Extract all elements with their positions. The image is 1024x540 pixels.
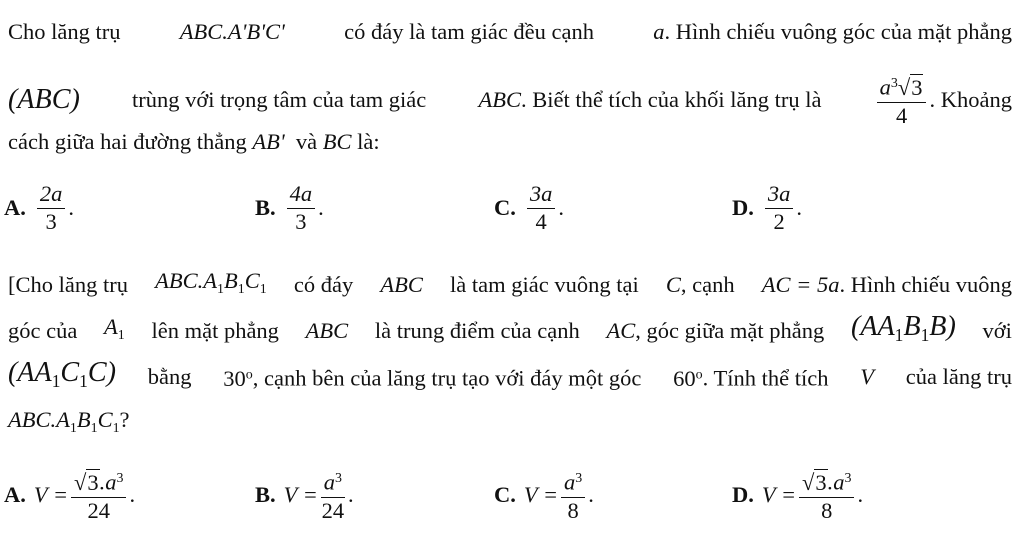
q2-edge-ac: AC (606, 318, 636, 344)
q2-plane-aa1c1c: $(AA_1C_1C)$ (8, 357, 116, 392)
q1-text-7: và (295, 129, 318, 154)
q2-triangle-abc: ABC (380, 272, 423, 298)
q2-text-8: của lăng trụ (905, 364, 1012, 390)
q1-option-b[interactable]: B. $\frac{4a}{3}$ . (255, 181, 324, 234)
q1-text-8: là: (357, 129, 380, 154)
q2-text-3: góc của (8, 318, 78, 344)
q2-text-5: là trung điểm của cạnh (374, 318, 580, 344)
q1-line-2 (8, 72, 1012, 128)
q1-text-4: . Biết thể tích của khối lăng trụ là (520, 86, 822, 112)
q2-text-4: lên mặt phẳng (151, 318, 279, 344)
q1-option-c[interactable]: C. $\frac{3a}{4}$ . (494, 181, 564, 234)
q2-prism-name: $ABC.A_1B_1C_1$ (155, 268, 267, 297)
q2-text-2: là tam giác vuông tại (450, 272, 639, 298)
q1-option-a[interactable]: A. $\frac{2a}{3}$ . (4, 181, 74, 234)
q1-text-5: . Khoảng (929, 86, 1012, 112)
q2-line-1: [Cho lăng trụ $ABC.A_1B_1C_1$ có đáy ABC là tam giác vuông tại C, cạnh AC = 5a. Hình chiếu vuông (8, 266, 1012, 305)
q1-text-6: cách giữa hai đường thẳng (8, 129, 247, 154)
q1-triangle-abc: ABC (478, 86, 521, 112)
q2-text-7: bằng (147, 364, 192, 390)
q1-side-a: a (653, 19, 665, 44)
q1-line-ab: AB' (252, 129, 285, 154)
q2-option-c[interactable]: C. V = $\frac{a^3}{8}$ . (494, 467, 594, 523)
q1-text-2: . Hình chiếu vuông góc của mặt phẳng (664, 19, 1012, 44)
q2-line-4: $ABC.A_1B_1C_1$? (8, 407, 130, 436)
q1-volume-fraction: $\frac{a^3√3}{4}$ (877, 72, 927, 128)
q2-prism-name-end: $ABC.A_1B_1C_1$ (8, 407, 120, 436)
q2-intro: [Cho lăng trụ (8, 272, 128, 298)
q2-vertex-c: C (665, 272, 681, 298)
q1-line-3 (8, 127, 380, 157)
q1-plane-abc: (ABC) (8, 83, 80, 115)
q2-plane-abc: ABC (305, 318, 349, 344)
q1-option-d[interactable]: D. $\frac{3a}{2}$ . (732, 181, 802, 234)
q2-point-a1: $A_1$ (104, 314, 125, 343)
q2-option-b[interactable]: B. V = $\frac{a^3}{24}$ . (255, 467, 354, 523)
q2-plane-aa1b1b: $(AA_1B_1B)$ (850, 311, 956, 346)
q2-option-d[interactable]: D. V = $\frac{√3.a^3}{8}$ . (732, 467, 863, 523)
q2-option-a[interactable]: A. V = $\frac{√3.a^3}{24}$ . (4, 467, 135, 523)
q2-line-2: góc của $A_1$ lên mặt phẳng ABC là trung điểm của cạnh AC, góc giữa mặt phẳng $(AA_1B_1B)$ với (8, 312, 1012, 351)
q2-equation-ac: AC = 5a (761, 272, 840, 298)
q2-text-6: với (982, 318, 1012, 344)
q1-prism-name: ABC.A'B'C' (179, 19, 285, 44)
q1-line-bc: BC (322, 129, 352, 154)
q1-text-1: có đáy là tam giác đều cạnh (344, 19, 595, 44)
q1-line-1 (8, 17, 1012, 47)
q2-angle-30: 30$^o$ (223, 365, 253, 391)
q1-text-3: trùng với trọng tâm của tam giác (131, 86, 427, 112)
q2-line-3: $(AA_1C_1C)$ bằng 30$^o$, cạnh bên của lăng trụ tạo với đáy một góc 60$^o$. Tính thể tích V của lăng trụ (8, 358, 1012, 396)
q2-angle-60: 60$^o$ (673, 365, 703, 391)
q1-intro: Cho lăng trụ (8, 19, 121, 44)
q2-text-1: có đáy (293, 272, 354, 298)
q2-volume-v: V (860, 364, 874, 390)
